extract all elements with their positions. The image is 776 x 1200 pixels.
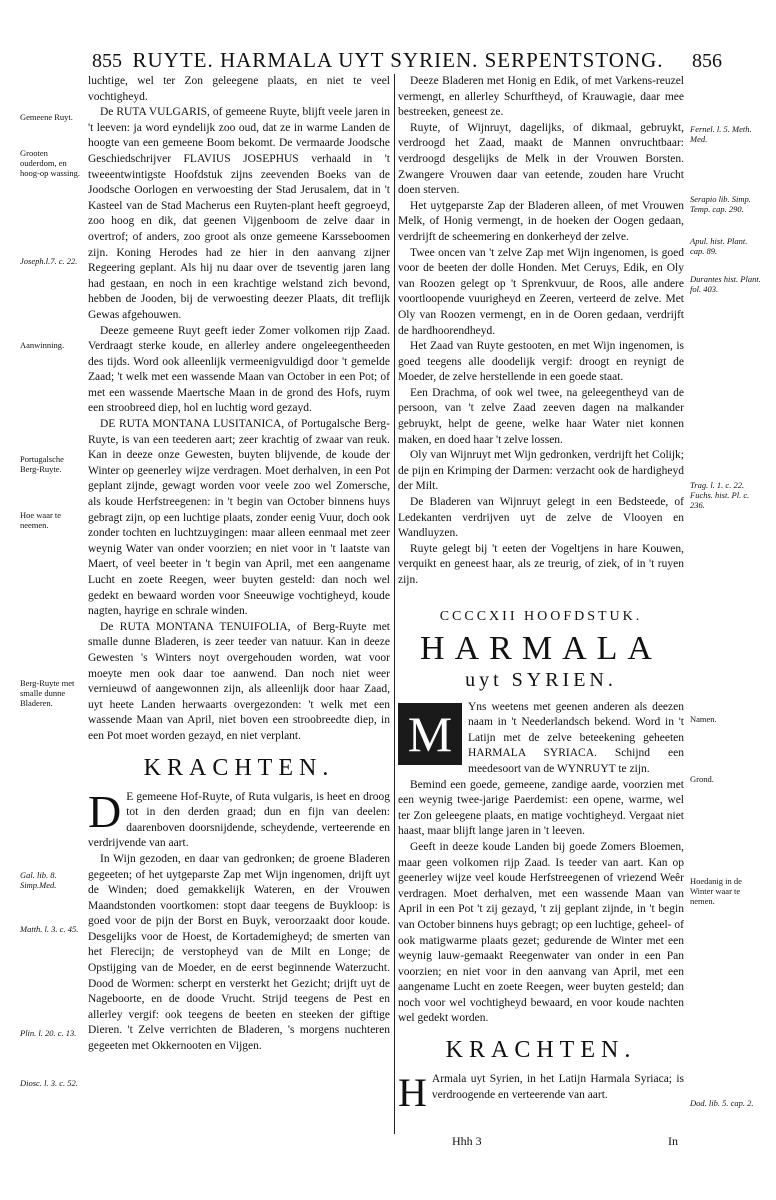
margin-note: Hoedanig in de Winter waar te nemen.	[690, 876, 742, 906]
paragraph: Het Zaad van Ruyte gestooten, en met Wijn ingenomen, is goed teegens alle doodelijk vergif: droogt en reynigt de Moeder, de zelve herstellende in een goede staat.	[398, 340, 684, 384]
chapter-subtitle: uyt SYRIEN.	[465, 668, 617, 691]
margin-note: Gemeene Ruyt.	[20, 112, 73, 122]
running-title: RUYTE. HARMALA UYT SYRIEN. SERPENTSTONG.	[132, 48, 664, 72]
margin-note: Matth. l. 3. c. 45.	[20, 924, 79, 934]
paragraph: Deeze gemeene Ruyt geeft ieder Zomer volkomen rijp Zaad. Verdraagt sterke koude, en allerley andere ongeleegentheeden des tijds. Word ook alleenlijk vermeenigvuldigd door 't gemelde Zaad; 't welk met een wassende Maan van October in een Pot; of met een wassende Maertsche Maan in de grond des Hofs, ruym een stroobreed diep, hol en luchtig word gezayd.	[88, 324, 390, 415]
margin-note: Grooten ouderdom, en hoog-op wassing.	[20, 148, 80, 178]
margin-note: Joseph.l.7. c. 22.	[20, 256, 78, 266]
left-column	[88, 74, 390, 1055]
column-rule	[394, 74, 395, 1134]
paragraph	[88, 785, 390, 852]
margin-note: Dod. lib. 5. cap. 2.	[690, 1098, 754, 1108]
margin-note: Aanwinning.	[20, 340, 65, 350]
paragraph: Oly van Wijnruyt met Wijn gedronken, verdrijft het Colijk; de pijn en Krimping der Darmen: verzacht ook de hardigheyd der Milt.	[398, 449, 684, 493]
paragraph: In Wijn gezoden, en daar van gedronken; de groene Bladeren gegeeten; of het uytgeparste Zap met Wijn ingenomen, drijft uyt de Winden; doed gemakkelijk Wateren, en der Vrouwen Maandstonden voortkomen: stopt daar teegens de Buykloop: is goed voor de pijn der Borst en Buyk, veroorzaakt door koude. Desgelijks voor de Hoest, de Kortademigheyd; de smerten van het Flerecijn; de verstopheyd van de Milt en Longe; de Opstijging van de Moeder, en de eerst beginnende Waterzucht. Dood de Wormen: scherpt en versterkt het Gezicht; drijft uyt de Nageboorte, en de doode Vrucht. Strijd teegens de Pest en allerley vergif: ook teegens de beeten en steeken der giftige Dieren. 't Zelve verrichten de Bladeren, 's morgens nuchteren gegeeten met Okkernooten en Vijgen.	[88, 852, 390, 1053]
paragraph: De RUTA MONTANA TENUIFOLIA, of Berg-Ruyte met smalle dunne Bladeren, is zeer teeder van natuur. Kan in deeze Gewesten 's Winters noyt overgehouden worden, wat voor moeyte men ook daar toe aanwend. Dan noch niet weer vernieuwd of aangewonnen zijn, als alleenlijk door haar Zaad, uyt heete Landen herwaarts overgezonden: 't welk met een wassende Maan van April, niet boven een stroobreedte diep, in een Pot moet worden gezayd, en niet verplant.	[88, 620, 390, 742]
margin-note: Grond.	[690, 774, 714, 784]
paragraph: Geeft in deeze koude Landen bij goede Zomers Bloemen, maar geen volkomen rijp Zaad. Is teeder van aart. Kan op geenerley wijze veel koude Herfstreegenen of vriezend Weêr verdragen. Moet derhalven, met een wassende Maan van April in een Pot 't zij gezayd, 't zij geplant zijnde, in 't begin van October binnens huys gebragt; op een luchtige, geheel- of ook matigwarme plaats gezet; gedurende de Winter met een weynig lauw-gemaakt Reegenwater van onder in een Pan voorzien; en niet voor in den aanvang van April, met een aangename Lucht en zoete Reegen, weer buyten gesteld; dan noch voor wel vochtigheyd bewaard, en voor koude nachten wel gedekt worden.	[398, 840, 684, 1025]
margin-note: Namen.	[690, 714, 717, 724]
paragraph: Ruyte, of Wijnruyt, dagelijks, of dikmaal, gebruykt, verdroogd het Zaad, maakt de Mannen onvruchtbaar: verdroogd desgelijks de Melk in der Vrouwen Borsten. Zwangere Vrouwen daar van eetende, zouden hare Vrucht doen sterven.	[398, 121, 684, 197]
paragraph: Bemind een goede, gemeene, zandige aarde, voorzien met een weynig twee-jarige Paerdemist: een opene, warme, wel ter Zon geleegene plaats, en matige vochtigheyd. Vergaat niet haast, maar blijft lange jaren in 't leeven.	[398, 778, 684, 838]
margin-note: Trag. l. 1. c. 22. Fuchs. hist. Pl. c. 236.	[690, 480, 750, 510]
margin-note: Gal. lib. 8. Simp.Med.	[20, 870, 57, 890]
margin-note: Plin. l. 20. c. 13.	[20, 1028, 77, 1038]
section-heading: KRACHTEN.	[143, 754, 335, 781]
paragraph-text: Yns weetens met geenen anderen als deezen naam in 't Neederlandsch bekend. Word in 't Latijn met de zelve beteekening geheeten HARMALA SYRIACA. Schijnd een meedesoort van de WYNRUYT te zijn.	[468, 700, 684, 775]
margin-note: Fernel. l. 5. Meth. Med.	[690, 124, 752, 144]
margin-note: Hoe waar te neemen.	[20, 510, 62, 530]
paragraph: Het uytgeparste Zap der Bladeren alleen, of met Vrouwen Melk, of Honig vermengt, in de hoeken der Oogen gedaan, verdrijft de scheemering en donkerheyd der zelve.	[398, 199, 684, 243]
catchword: In	[668, 1134, 678, 1148]
paragraph: De Bladeren van Wijnruyt gelegt in een Bedsteede, of Ledekanten verdrijven uyt de zelve de Vlooyen en Wandluyzen.	[398, 496, 684, 540]
decorated-initial: M	[398, 703, 462, 765]
drop-cap: H	[398, 1070, 427, 1116]
margin-note: Berg-Ruyte met smalle dunne Bladeren.	[20, 678, 75, 708]
margin-note: Durantes hist. Plant. fol. 403.	[690, 274, 761, 294]
section-heading: KRACHTEN.	[445, 1037, 637, 1064]
paragraph: Ruyte gelegt bij 't eeten der Vogeltjens in hare Kouwen, verquikt en geneest haar, als ze treurig, of ziek, of in 't ruyen zijn.	[398, 542, 684, 586]
margin-note: Diosc. l. 3. c. 52.	[20, 1078, 78, 1088]
paragraph: DE RUTA MONTANA LUSITANICA, of Portugalsche Berg-Ruyte, is van een teederen aart; zeer krachtig of zwaar van reuk. Kan in deeze onze Gewesten, buyten blijvende, de koude der Winter op geenerley wijze verdragen. Moet derhalven, in een Pot geplant zijnde, gewagt worden voor veele zoo wel Zomersche, als koude Herfstreegenen: in 't begin van October binnens huys gebragt zijn, op een luchtige plaats, zonder eenig Vuur, doch ook zonder tochten en luchtzuygingen: maar alleen eenmaal met zeer weynig Water van onder voorzien; en niet voor in 't laatste van Maert, of veel beeter in 't begin van April, met een aangename Lucht en zoete Reegen, weer buyten gesteld: dan noch wel gedekt en bewaard worden voor Sneeuwige vochtigheyd, koude nagten, hayrige en schrale winden.	[88, 418, 390, 618]
paragraph: Deeze Bladeren met Honig en Edik, of met Varkens-reuzel vermengt, en allerley Schurftheyd, of Krauwagie, daar mee bestreeken, geneest ze.	[398, 75, 684, 119]
page-number-right: 856	[692, 50, 722, 72]
chapter-number: CCCCXII HOOFDSTUK.	[439, 608, 643, 624]
margin-note: Serapio lib. Simp. Temp. cap. 290.	[690, 194, 751, 214]
paragraph: Een Drachma, of ook wel twee, na geleegentheyd van de persoon, van 't zelve Zaad zeeven dagen na malkander gebruykt, helpt de geene, welke haar Water niet konnen maken, en doed haar 't zelve lossen.	[398, 386, 684, 446]
paragraph: Twee oncen van 't zelve Zap met Wijn ingenomen, is goed voor de beeten der dolle Honden. Met Ceruys, Edik, en Oly van Roozen gelegt op 't Sprenkvuur, de Roos, alle andere voortloopende vuurigheyd en Zeeren, verteerd de zelve. Met Oly van Roozen vermengt, en in de Ooren gedaan, verdrijft de hardhoorendheyd.	[398, 246, 684, 337]
signature-mark: Hhh 3	[452, 1134, 482, 1148]
paragraph: luchtige, wel ter Zon geleegene plaats, en niet te veel vochtigheyd.	[88, 75, 390, 103]
margin-note: Portugalsche Berg-Ruyte.	[20, 454, 64, 474]
margin-note: Apul. hist. Plant. cap. 89.	[690, 236, 748, 256]
chapter-title: HARMALA	[420, 629, 662, 667]
drop-cap: D	[88, 785, 122, 837]
paragraph	[398, 1070, 684, 1116]
paragraph: De RUTA VULGARIS, of gemeene Ruyte, blijft veele jaren in 't leeven: ja word eyndelijk zoo oud, dat ze in warme Landen de hoogte van een gemeene Boom bekomt. De vermaarde Joodsche Geschiedschrijver FLAVIUS JOSEPHUS verhaald in 't tweeentwintigste Hoofdstuk zijns zeevenden Boeks van de Joodsche Oorlogen en verwoesting der Stad Jerusalem, dat in 't Kasteel van de Stad Macherus een Ruyten-plant heeft gegroeyd, zoo hoog en dik, dat geenen Vijgenboom de zelve daar in overtrof; of anders, zoo groot als onze gemeene Karsseboomen zijn. Koning Herodes had ze hier in den aanvang zijner Regeering geplant. Als hij nu daar over de tseventig jaren lang had gestaan, en noch in een krachtige welstand zich bevond, hebben de Jooden, bij de verwoesting deezer Plaats, dit treflijk Gewas afgehouwen.	[88, 106, 390, 321]
page-number-left: 855	[92, 50, 122, 72]
paragraph-text: E gemeene Hof-Ruyte, of Ruta vulgaris, is heet en droog tot in den derden graad; dun en fijn van deelen: daarenboven doorsnijdende, scheydende, verteerende en verdrijvende van aart.	[88, 790, 390, 850]
right-column	[398, 74, 684, 1116]
paragraph	[398, 700, 684, 778]
paragraph-text: Armala uyt Syrien, in het Latijn Harmala Syriaca; is verdroogende en verteerende van aart.	[431, 1073, 684, 1101]
